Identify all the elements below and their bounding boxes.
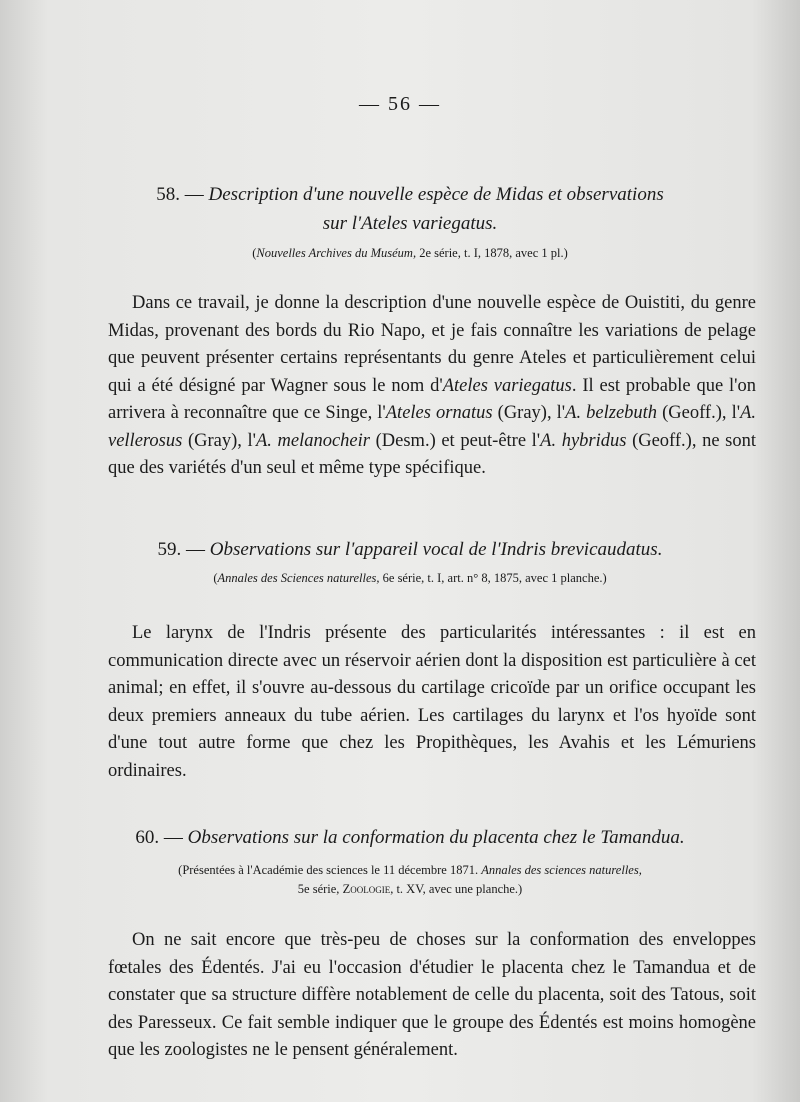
entry-58-source: (Nouvelles Archives du Muséum, 2e série, t. I, 1878, avec 1 pl.) [252, 246, 568, 260]
entry-60-title-line1: Observations sur la conformation du placenta chez le Tamandua. [187, 827, 685, 848]
entry-58-title [110, 180, 710, 238]
entry-60-source-journal: Annales des sciences naturelles, [481, 863, 642, 877]
entry-58-number: 58. — [156, 184, 204, 205]
entry-59-body: Le larynx de l'Indris présente des particularités intéressantes : il est en communication directe avec un réservoir aérien dont la disposition est particulière à cet animal; en effet, il s'ouvre au-dessous du cartilage cricoïde par un orifice occupant les deux premiers anneaux du tube aérien. Les cartilages du larynx et l'os hyoïde sont d'une tout autre forme que chez les Propithèques, les Avahis et les Lémuriens ordinaires. [108, 623, 756, 781]
entry-58-title-line1: Description d'une nouvelle espèce de Midas et observations [208, 184, 664, 205]
entry-58-source-journal: Nouvelles Archives du Muséum, [256, 246, 417, 260]
entry-58-body: Dans ce travail, je donne la description d'une nouvelle espèce de Ouistiti, du genre Midas, provenant des bords du Rio Napo, et je fais connaître les variations de pelage que peuvent présenter certains représentants du genre Ateles et particulièrement celui qui a été désigné par Wagner sous le nom d'Ateles variegatus. Il est probable que l'on arrivera à reconnaître que ce Singe, l'Ateles ornatus (Gray), l'A. belzebuth (Geoff.), l'A. vellerosus (Gray), l'A. melanocheir (Desm.) et peut-être l'A. hybridus (Geoff.), ne sont que des variétés d'un seul et même type spécifique. [108, 293, 757, 478]
entry-59-title-line1: Observations sur l'appareil vocal de l'Indris brevicaudatus. [209, 539, 663, 560]
entry-59-source: (Annales des Sciences naturelles, 6e série, t. I, art. n° 8, 1875, avec 1 planche.) [213, 571, 607, 585]
entry-60-source-plain: (Présentées à l'Académie des sciences le 11 décembre 1871. [178, 863, 479, 877]
entry-59-number: 59. — [157, 539, 206, 560]
entry-58-source-details: 2e série, t. I, 1878, avec 1 pl.) [419, 246, 568, 260]
page-number: — 56 — [359, 93, 441, 115]
entry-59-source-journal: Annales des Sciences naturelles, [217, 571, 380, 585]
entry-59-source-details: 6e série, t. I, art. n° 8, 1875, avec 1 planche.) [382, 571, 607, 585]
entry-60-source: (Présentées à l'Académie des sciences le 11 décembre 1871. Annales des sciences naturelles, 5e série, Zoologie, t. XV, avec une planche.) [178, 863, 642, 896]
entry-60-body: On ne sait encore que très-peu de choses sur la conformation des enveloppes fœtales des Édentés. J'ai eu l'occasion d'étudier le placenta chez le Tamandua et de constater que sa structure diffère notablement de celle du placenta, soit des Tatous, soit des Paresseux. Ce fait semble indiquer que le groupe des Édentés est moins homogène que les zoologistes ne le pensent généralement. [108, 930, 756, 1060]
entry-58-title-line2: sur l'Ateles variegatus. [322, 213, 498, 234]
entry-59-title [110, 535, 710, 564]
entry-60-source-section: Zoologie, [342, 882, 394, 896]
entry-60-title [110, 823, 710, 852]
entry-60-number: 60. — [135, 827, 183, 848]
